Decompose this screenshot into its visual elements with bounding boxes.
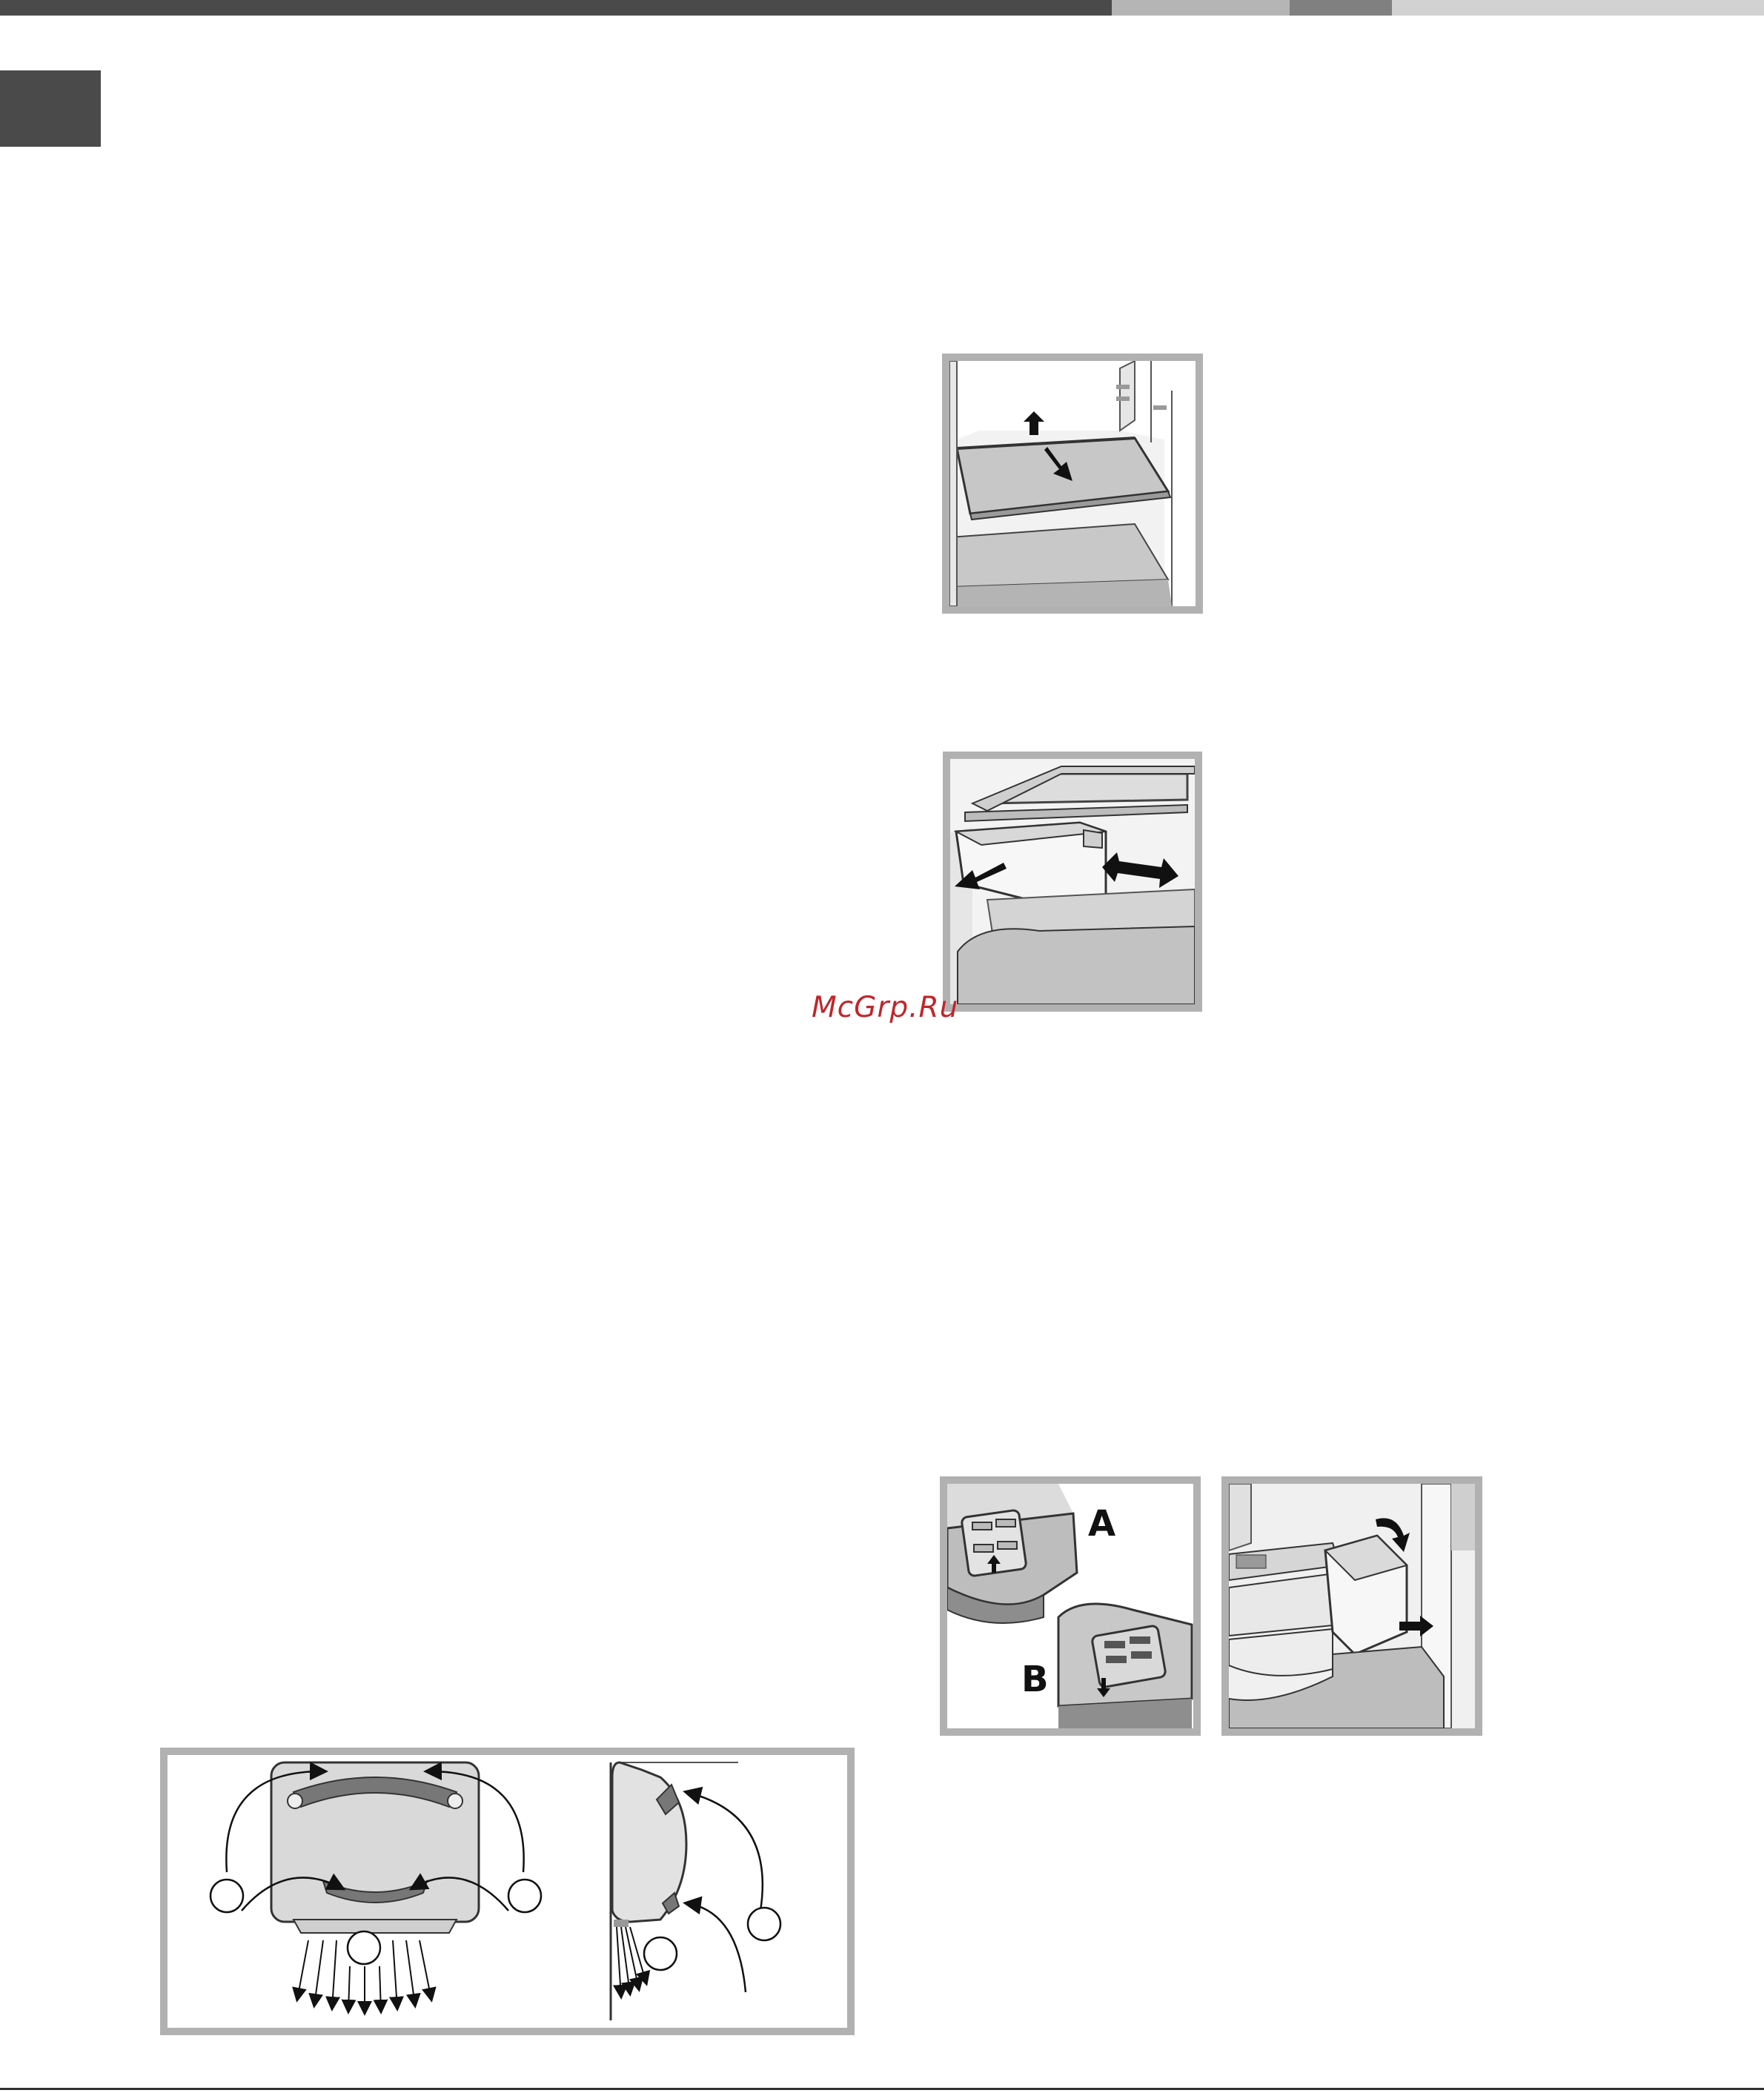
door-bin-figure	[1221, 1476, 1482, 1736]
door-bin-illustration	[1229, 1484, 1475, 1728]
drawer-figure	[943, 752, 1202, 1012]
airflow-figure	[160, 1748, 855, 2035]
airflow-diagram	[168, 1755, 847, 2028]
drawer-slide-illustration	[950, 759, 1195, 1004]
vent-label-a: A	[1088, 1503, 1116, 1545]
watermark-text: McGrp.Ru	[812, 991, 959, 1024]
header-bar-light	[1112, 0, 1290, 16]
shelf-figure	[942, 354, 1203, 614]
vent-slider-illustration	[947, 1484, 1193, 1728]
footer-rule	[0, 2088, 1764, 2090]
vent-label-b: B	[1021, 1659, 1049, 1700]
section-tab	[0, 70, 101, 147]
header-bar-dark	[0, 0, 1112, 16]
shelf-adjust-illustration	[949, 361, 1196, 606]
header-bar-mid	[1290, 0, 1392, 16]
vent-figure	[940, 1476, 1201, 1736]
header-bar-pale	[1392, 0, 1764, 16]
